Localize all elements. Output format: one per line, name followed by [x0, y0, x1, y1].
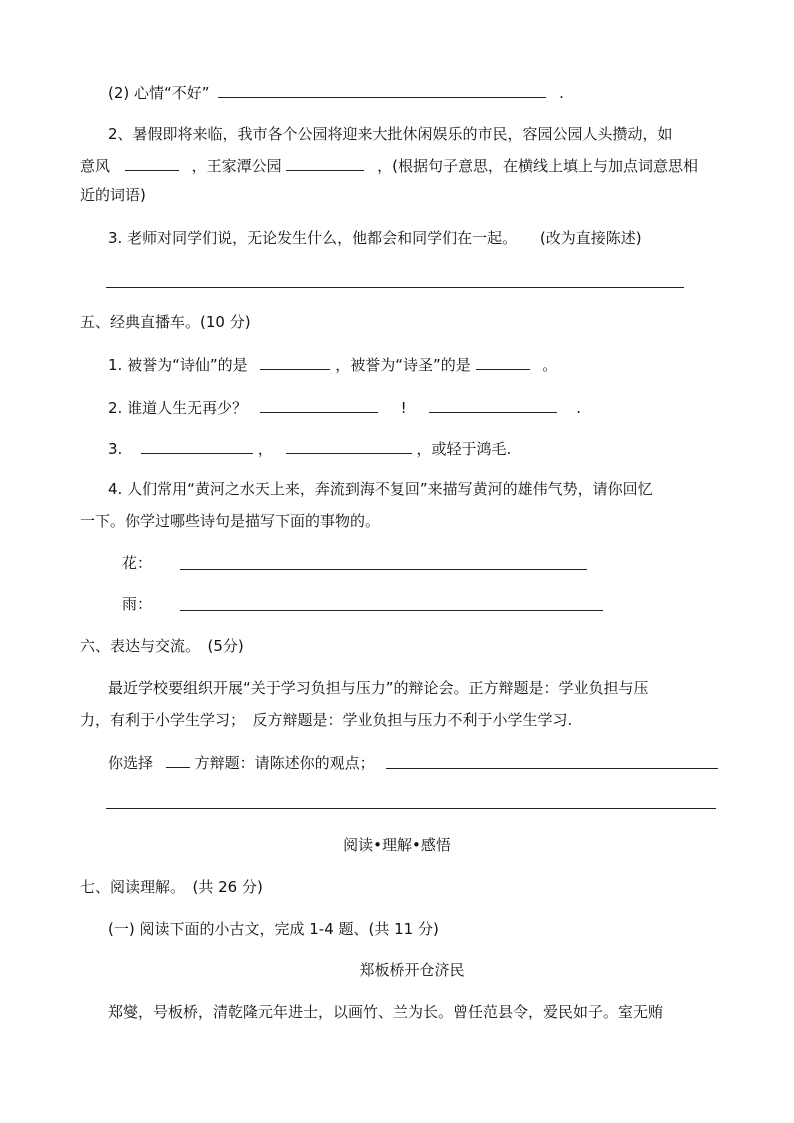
answer-blank[interactable]	[286, 155, 364, 171]
section5-q4-line1: 4. 人们常用“黄河之水天上来，奔流到海不复回”来描写黄河的雄伟气势，请你回忆	[108, 480, 653, 498]
answer-blank[interactable]	[218, 82, 546, 98]
section5-q2-mid: !	[400, 399, 407, 417]
section5-q3	[108, 438, 511, 458]
section6-choose	[108, 752, 375, 772]
section5-title: 五、经典直播车。(10 分)	[80, 313, 251, 331]
section6-para-line2: 力，有利于小学生学习； 反方辩题是：学业负担与压力不利于小学生学习.	[80, 711, 573, 729]
flower-label: 花：	[122, 554, 153, 572]
q4-item2-line	[108, 82, 564, 102]
q4-item3-text: 3. 老师对同学们说，无论发生什么，他都会和同学们在一起。	[108, 229, 518, 247]
q4-item3	[108, 228, 642, 248]
q4-fill-line2	[80, 155, 698, 175]
q4-fill-line1: 2、暑假即将来临，我市各个公园将迎来大批休闲娱乐的市民，容园公园人头攒动，如	[108, 125, 673, 143]
q4-item2-end: .	[559, 84, 564, 102]
answer-blank[interactable]	[260, 397, 378, 413]
section5-q4-line2: 一下。你学过哪些诗句是描写下面的事物的。	[80, 512, 381, 530]
section5-q2-end: .	[576, 399, 582, 417]
answer-line[interactable]	[106, 287, 684, 288]
q4-item2-label: (2) 心情“不好”	[108, 84, 210, 102]
section5-q3-b: ，或轻于鸿毛.	[416, 440, 512, 458]
answer-blank[interactable]	[125, 155, 179, 171]
answer-blank[interactable]	[429, 397, 557, 413]
reading-heading: 阅读•理解•感悟	[343, 836, 451, 854]
answer-blank[interactable]	[141, 438, 253, 454]
answer-line[interactable]	[180, 569, 587, 570]
section5-q1-end: 。	[542, 356, 558, 374]
section5-q1-b: ，被誉为“诗圣”的是	[335, 356, 471, 374]
section7-sub1: (一) 阅读下面的小古文，完成 1-4 题、(共 11 分)	[108, 920, 439, 938]
section5-q3-a: 3.	[108, 440, 123, 458]
answer-line[interactable]	[386, 768, 718, 769]
section6-choose-a: 你选择	[108, 754, 154, 772]
answer-blank[interactable]	[166, 752, 190, 768]
section5-q1	[108, 354, 557, 374]
story-title: 郑板桥开仓济民	[359, 961, 465, 979]
section7-title: 七、阅读理解。 (共 26 分)	[80, 878, 263, 896]
section5-q2	[108, 397, 581, 417]
q4-item3-hint: (改为直接陈述)	[539, 229, 642, 247]
story-line1: 郑燮，号板桥，清乾隆元年进士，以画竹、兰为长。曾任范县令，爱民如子。室无贿	[108, 1003, 664, 1021]
rain-label: 雨：	[122, 595, 153, 613]
answer-blank[interactable]	[476, 354, 530, 370]
q4-fill-line3: 近的词语)	[80, 186, 146, 204]
q4-fill-a: 意风	[80, 157, 111, 175]
answer-blank[interactable]	[260, 354, 330, 370]
section5-q3-mid: ，	[257, 440, 273, 458]
section6-title: 六、表达与交流。 (5分)	[80, 637, 244, 655]
answer-blank[interactable]	[286, 438, 412, 454]
section6-para-line1: 最近学校要组织开展“关于学习负担与压力”的辩论会。正方辩题是：学业负担与压	[108, 679, 649, 697]
section6-choose-b: 方辩题：请陈述你的观点；	[194, 754, 375, 772]
section5-q2-a: 2. 谁道人生无再少？	[108, 399, 248, 417]
answer-line[interactable]	[180, 610, 603, 611]
section5-q1-a: 1. 被誉为“诗仙”的是	[108, 356, 248, 374]
answer-line[interactable]	[106, 808, 716, 809]
q4-fill-b: ，王家潭公园	[191, 157, 282, 175]
q4-fill-c: ，(根据句子意思，在横线上填上与加点词意思相	[377, 157, 699, 175]
